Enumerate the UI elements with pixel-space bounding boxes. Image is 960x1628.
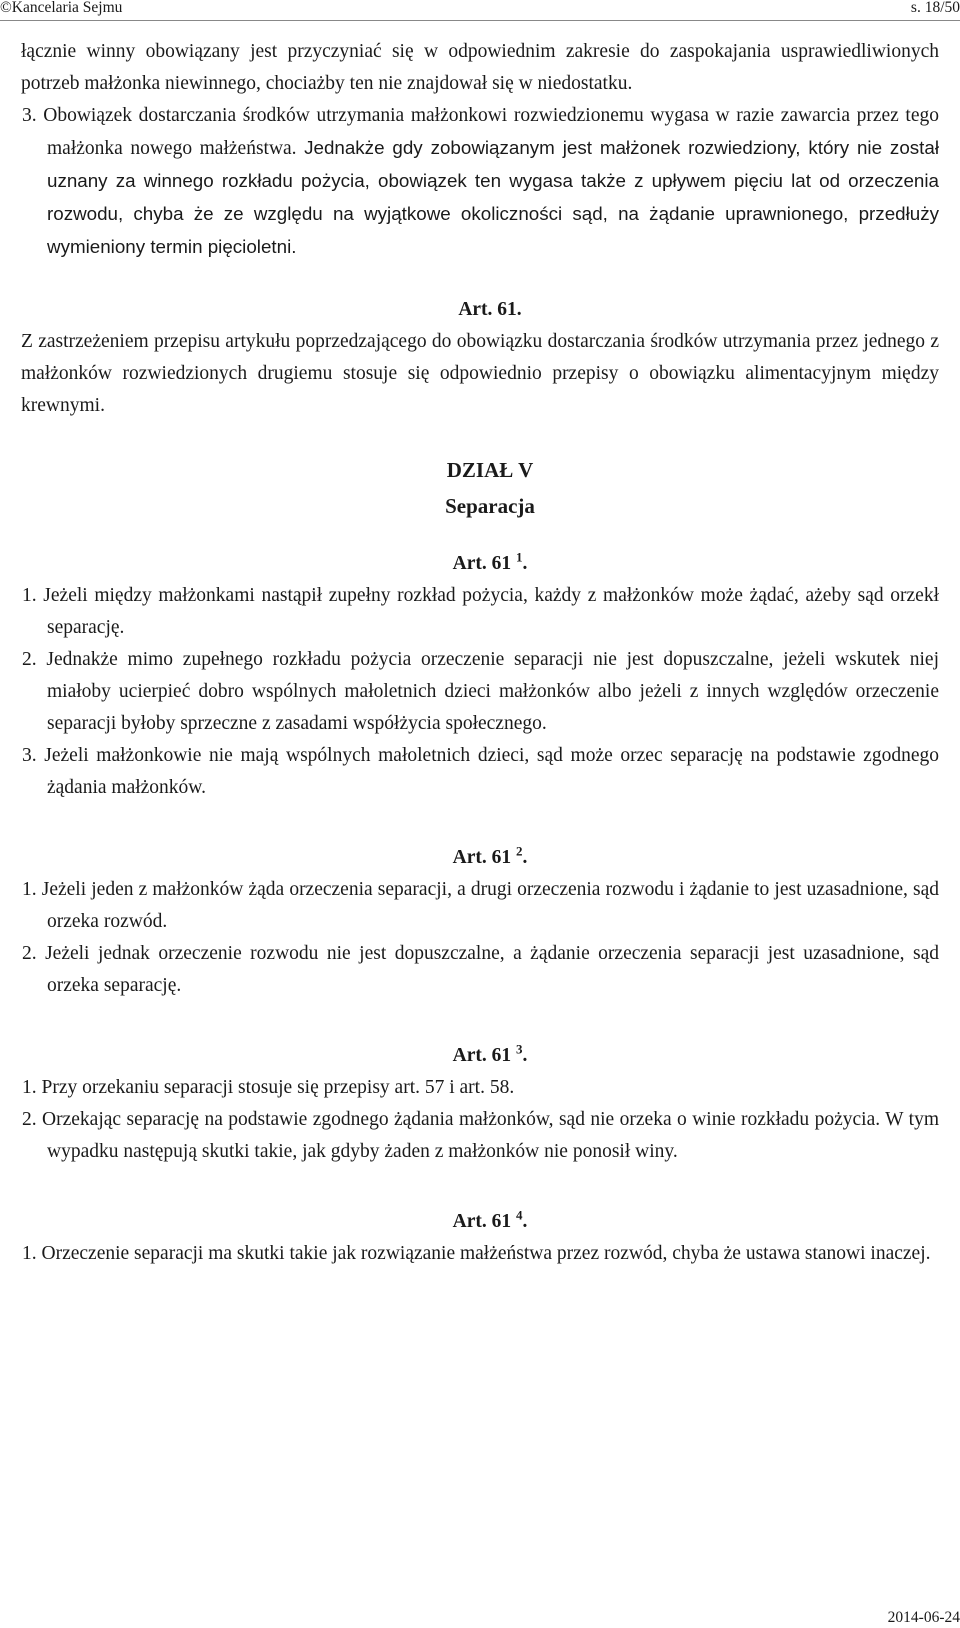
division-heading: DZIAŁ V: [446, 458, 534, 482]
division-title: Separacja: [445, 494, 535, 518]
article-61-3-heading: Art. 61 $^3$.: [452, 1041, 528, 1066]
article-superscript: 2: [515, 843, 523, 859]
section-3-paragraph: [21, 100, 939, 264]
page-header: [0, 0, 960, 22]
article-61-1-par-1: 1. Jeżeli między małżonkami nastąpił zupełny rozkład pożycia, każdy z małżonków może żądać, ażeby sąd orzekł separację.: [22, 585, 939, 638]
article-superscript: 4: [515, 1207, 523, 1223]
article-61-4-par-1: 1. Orzeczenie separacji ma skutki takie jak rozwiązanie małżeństwa przez rozwód, chyba że ustawa stanowi inaczej.: [22, 1243, 931, 1264]
footer-date: 2014-06-24: [887, 1609, 960, 1626]
header-divider: [0, 20, 960, 21]
article-61-text: Z zastrzeżeniem przepisu artykułu poprzedzającego do obowiązku dostarczania środków utrzymania przez jednego z małżonków rozwiedzionych drugiemu stosuje się odpowiednio przepisy o obowiązku alimentacyjnym między krewnymi.: [21, 331, 939, 416]
header-page-number: s. 18/50: [910, 0, 960, 16]
article-61-1-par-3: 3. Jeżeli małżonkowie nie mają wspólnych małoletnich dzieci, sąd może orzec separację na podstawie zgodnego żądania małżonków.: [22, 745, 939, 798]
article-61-1-heading: Art. 61 $^1$.: [452, 549, 528, 574]
article-61-2-heading: Art. 61 $^2$.: [452, 843, 528, 868]
section-3-text: 3. Obowiązek dostarczania środków utrzymania małżonkowi rozwiedzionemu wygasa w razie zawarcia przez tego małżonka nowego małżeństwa.: [22, 105, 939, 159]
continuation-paragraph: łącznie winny obowiązany jest przyczyniać się w odpowiednim zakresie do zaspokajania usprawiedliwionych potrzeb małżonka niewinnego, chociażby ten nie znajdował się w niedostatku.: [21, 41, 939, 94]
article-61-4-heading: Art. 61 $^4$.: [452, 1207, 528, 1232]
article-61-3-par-2: 2. Orzekając separację na podstawie zgodnego żądania małżonków, sąd nie orzeka o winie rozkładu pożycia. W tym wypadku następują skutki takie, jak gdyby żaden z małżonków nie ponosił winy.: [22, 1109, 939, 1162]
article-61-2-par-1: 1. Jeżeli jeden z małżonków żąda orzeczenia separacji, a drugi orzeczenia rozwodu i żądanie to jest uzasadnione, sąd orzeka rozwód.: [22, 879, 939, 932]
article-61-heading: Art. 61.: [458, 299, 522, 320]
article-superscript: 3: [515, 1041, 523, 1057]
section-3-continuation: Jednakże gdy zobowiązanym jest małżonek rozwiedziony, który nie został uznany za winnego rozkładu pożycia, obowiązek ten wygasa także z upływem pięciu lat od orzeczenia rozwodu, chyba że ze względu na wyjątkowe okoliczności sąd, na żądanie uprawnionego, przedłuży wymieniony termin pięcioletni.: [47, 137, 939, 257]
article-superscript: 1: [515, 549, 523, 565]
article-61-3-par-1: 1. Przy orzekaniu separacji stosuje się przepisy art. 57 i art. 58.: [22, 1077, 515, 1098]
document-body: [21, 36, 939, 1270]
header-source: ©Kancelaria Sejmu: [0, 0, 123, 16]
article-61-1-par-2: 2. Jednakże mimo zupełnego rozkładu pożycia orzeczenie separacji nie jest dopuszczalne, jeżeli wskutek niej miałoby ucierpieć dobro wspólnych małoletnich dzieci małżonków albo jeżeli z innych względów orzeczenie separacji byłoby sprzeczne z zasadami współżycia społecznego.: [22, 649, 939, 734]
article-61-2-par-2: 2. Jeżeli jednak orzeczenie rozwodu nie jest dopuszczalne, a żądanie orzeczenia separacji jest uzasadnione, sąd orzeka separację.: [22, 943, 939, 996]
